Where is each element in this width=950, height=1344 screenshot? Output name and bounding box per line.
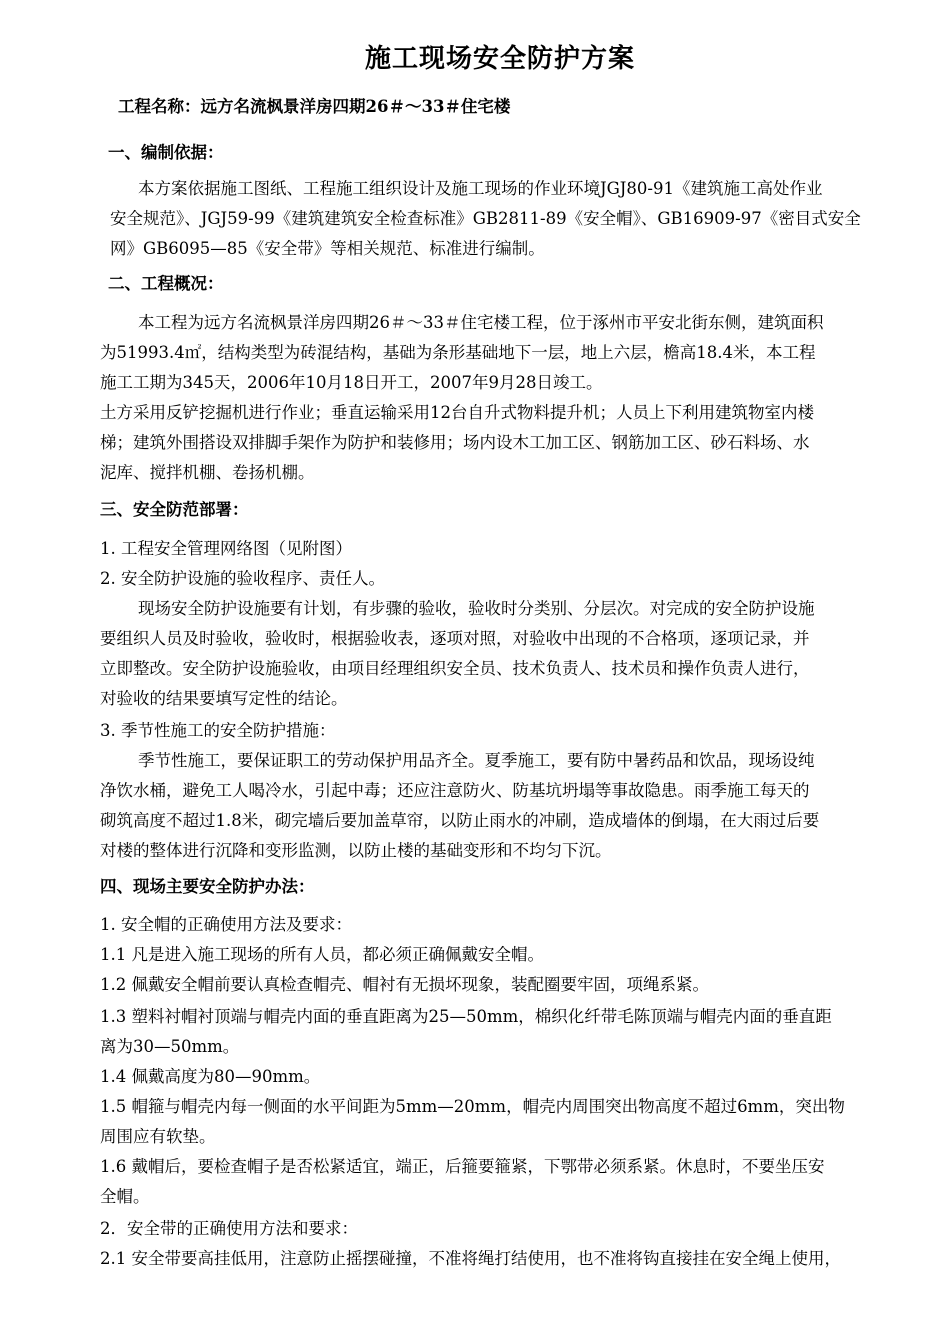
paragraph-line: 安全规范》、JGJ59-99《建筑建筑安全检查标准》GB2811-89《安全帽》、GB16909-97《密目式安全 (110, 209, 861, 228)
list-item: 1. 安全帽的正确使用方法及要求： (100, 915, 352, 934)
paragraph-line: 季节性施工，要保证职工的劳动保护用品齐全。夏季施工，要有防中暑药品和饮品，现场设纯 (138, 751, 815, 770)
list-item: 1.4 佩戴高度为80—90mm。 (100, 1067, 321, 1086)
list-item: 2．安全带的正确使用方法和要求： (100, 1219, 358, 1238)
list-item: 1.3 塑料衬帽衬顶端与帽壳内面的垂直距离为25—50mm，棉织化纤带毛陈顶端与帽壳内面的垂直距 (100, 1007, 832, 1026)
list-item: 1.2 佩戴安全帽前要认真检查帽壳、帽衬有无损坏现象，装配圈要牢固，项绳系紧。 (100, 975, 709, 994)
section-heading-basis: 一、编制依据： (108, 143, 224, 162)
paragraph-line: 对验收的结果要填写定性的结论。 (100, 689, 348, 708)
paragraph-line: 现场安全防护设施要有计划，有步骤的验收，验收时分类别、分层次。对完成的安全防护设施 (138, 599, 815, 618)
paragraph-line: 全帽。 (100, 1187, 150, 1206)
paragraph-line: 梯；建筑外围搭设双排脚手架作为防护和装修用；场内设木工加工区、钢筋加工区、砂石料场、水 (100, 433, 810, 452)
paragraph-line: 本工程为远方名流枫景洋房四期26＃～33＃住宅楼工程，位于涿州市平安北街东侧，建筑面积 (138, 313, 824, 332)
document-title: 施工现场安全防护方案 (364, 44, 635, 74)
list-item: 2.1 安全带要高挂低用，注意防止摇摆碰撞，不准将绳打结使用，也不准将钩直接挂在安全绳上使用， (100, 1249, 841, 1268)
project-name: 工程名称：远方名流枫景洋房四期26＃～33＃住宅楼 (118, 97, 511, 116)
paragraph-line: 泥库、搅拌机棚、卷扬机棚。 (100, 463, 315, 482)
list-item: 3. 季节性施工的安全防护措施： (100, 721, 336, 740)
paragraph-line: 净饮水桶，避免工人喝冷水，引起中毒；还应注意防火、防基坑坍塌等事故隐患。雨季施工每天的 (100, 781, 810, 800)
list-item: 1.1 凡是进入施工现场的所有人员，都必须正确佩戴安全帽。 (100, 945, 544, 964)
paragraph-line: 立即整改。安全防护设施验收，由项目经理组织安全员、技术负责人、技术员和操作负责人进行， (100, 659, 810, 678)
paragraph-line: 施工工期为345天，2006年10月18日开工，2007年9月28日竣工。 (100, 373, 603, 392)
section-heading-measures: 四、现场主要安全防护办法： (100, 877, 315, 896)
paragraph-line: 要组织人员及时验收，验收时，根据验收表，逐项对照，对验收中出现的不合格项，逐项记录，并 (100, 629, 810, 648)
paragraph-line: 周围应有软垫。 (100, 1127, 216, 1146)
paragraph-line: 离为30—50mm。 (100, 1037, 240, 1056)
section-heading-deployment: 三、安全防范部署： (100, 500, 249, 519)
paragraph-line: 砌筑高度不超过1.8米，砌完墙后要加盖草帘，以防止雨水的冲刷，造成墙体的倒塌，在大雨过后要 (100, 811, 820, 830)
paragraph-line: 对楼的整体进行沉降和变形监测，以防止楼的基础变形和不均匀下沉。 (100, 841, 612, 860)
paragraph-line: 本方案依据施工图纸、工程施工组织设计及施工现场的作业环境JGJ80-91《建筑施工高处作业 (138, 179, 823, 198)
list-item: 1.6 戴帽后，要检查帽子是否松紧适宜，端正，后箍要箍紧，下鄂带必须系紧。休息时，不要坐压安 (100, 1157, 825, 1176)
paragraph-line: 网》GB6095—85《安全带》等相关规范、标准进行编制。 (110, 239, 545, 258)
paragraph-line: 为51993.4㎡，结构类型为砖混结构，基础为条形基础地下一层，地上六层，檐高18.4米，本工程 (100, 343, 816, 362)
list-item: 1.5 帽箍与帽壳内每一侧面的水平间距为5mm—20mm，帽壳内周围突出物高度不超过6mm，突出物 (100, 1097, 845, 1116)
list-item: 2. 安全防护设施的验收程序、责任人。 (100, 569, 385, 588)
section-heading-overview: 二、工程概况： (108, 274, 224, 293)
list-item: 1. 工程安全管理网络图（见附图） (100, 539, 352, 558)
paragraph-line: 土方采用反铲挖掘机进行作业；垂直运输采用12台自升式物料提升机；人员上下利用建筑物室内楼 (100, 403, 814, 422)
